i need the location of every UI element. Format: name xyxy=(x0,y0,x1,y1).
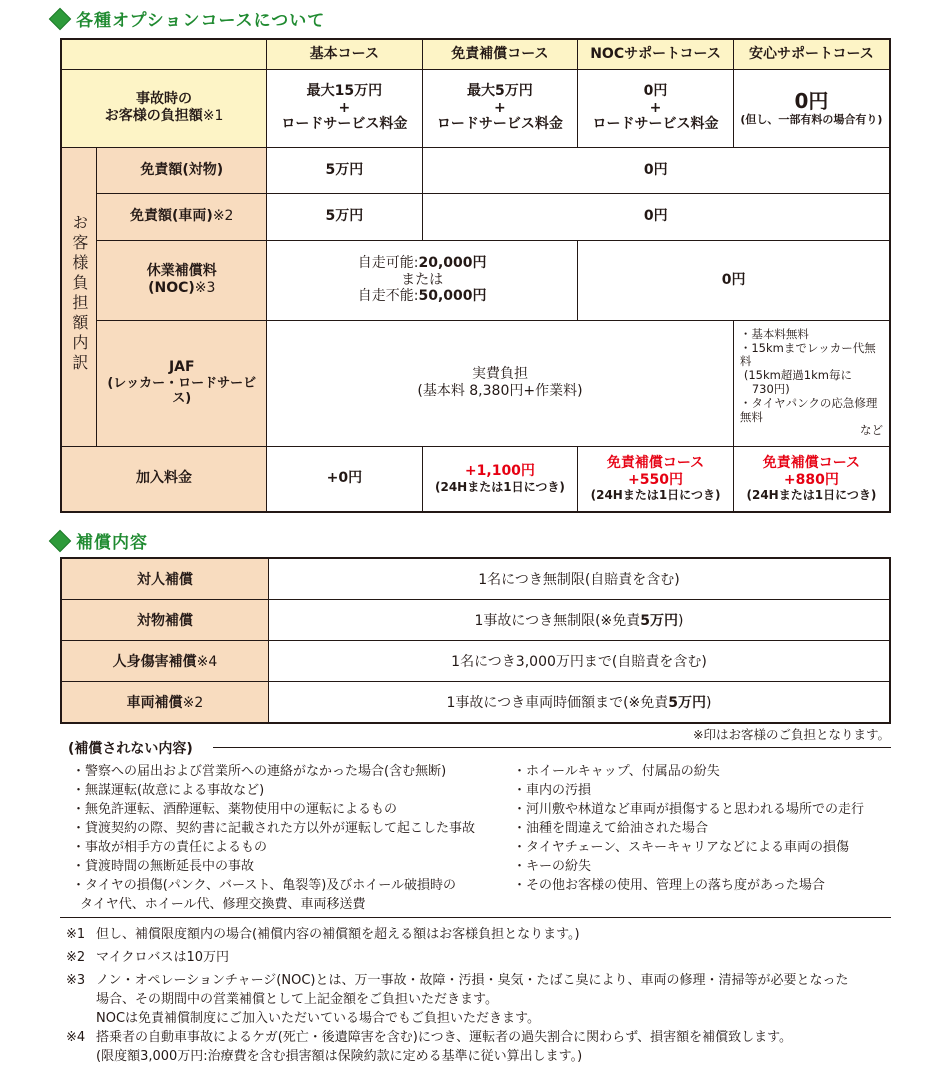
footnote-mark: ※2 xyxy=(66,950,86,965)
table-row xyxy=(61,558,890,600)
kyugyo-others: 0円 xyxy=(578,240,890,320)
compensation-value-text: 1事故につき無制限(※免責 xyxy=(474,613,641,629)
burden-label-line2: お客様の負担額 xyxy=(104,108,203,124)
sharyo-others: 0円 xyxy=(422,193,890,240)
sharyo-label-text: 免責額(車両) xyxy=(130,208,213,225)
jaf-label-line1: JAF xyxy=(168,359,195,375)
burden-anshin-amount: 0円 xyxy=(794,89,829,114)
kyugyo-label-line1: 休業補償料 xyxy=(146,263,217,280)
burden-note: ※印はお客様のご負担となります。 xyxy=(693,727,890,742)
burden-noc-amount: 0円 xyxy=(643,82,668,99)
burden-basic-amount: 最大15万円 xyxy=(306,82,383,99)
burden-anshin-sub: (但し、一部有料の場合有り) xyxy=(740,113,883,127)
taibutsu-basic: 5万円 xyxy=(267,147,423,193)
kyugyo-basic-menseki xyxy=(267,240,578,320)
jaf-label xyxy=(97,320,267,446)
burden-basic-road: ロードサービス料金 xyxy=(281,116,408,133)
burden-basic-cell xyxy=(267,69,423,147)
not-covered-list-right xyxy=(513,762,864,895)
list-item: ・タイヤの損傷(パンク、バースト、亀裂等)及びホイール破損時の xyxy=(72,878,457,893)
list-item: ・河川敷や林道など車両が損傷すると思われる場所での走行 xyxy=(513,802,865,817)
list-item: ・無免許運転、酒酔運転、薬物使用中の運転によるもの xyxy=(72,802,398,817)
table-row xyxy=(61,641,890,682)
fee-label: 加入料金 xyxy=(61,446,267,512)
jaf-main-cell xyxy=(267,320,734,446)
list-item: ・無謀運転(故意による事故など) xyxy=(72,783,265,798)
list-item: ・貸渡契約の際、契約書に記載された方以外が運転して起こした事故 xyxy=(72,821,476,836)
fee-anshin-note: (24Hまたは1日につき) xyxy=(746,488,877,503)
fee-anshin-cell xyxy=(733,446,890,512)
fee-noc-course: 免責補償コース xyxy=(606,454,705,471)
footnote-4 xyxy=(66,1028,906,1047)
burden-label xyxy=(61,69,267,147)
fee-row xyxy=(61,446,890,512)
footnote-text: ノン・オペレーションチャージ(NOC)とは、万一事故・故障・汚損・臭気・たばこ臭により、車両の修理・清掃等が必要となった xyxy=(96,973,849,988)
list-item: ・その他お客様の使用、管理上の落ち度があった場合 xyxy=(513,878,825,893)
jaf-anshin-line: ・15kmまでレッカー代無料 xyxy=(739,340,876,369)
jaf-anshin-line: ・基本料無料 xyxy=(739,326,809,341)
course-menseki-header: 免責補償コース xyxy=(422,39,578,69)
compensation-value-bold: 5万円 xyxy=(668,695,707,711)
compensation-label xyxy=(61,558,269,600)
footnote-mark: ※1 xyxy=(66,927,86,942)
header-blank-cell xyxy=(61,39,267,69)
fee-anshin-course: 免責補償コース xyxy=(762,454,861,471)
footnote-mark: ※3 xyxy=(66,973,86,988)
fee-anshin-value: +880円 xyxy=(783,471,839,488)
fee-menseki-value: +1,100円 xyxy=(464,463,535,480)
jaf-anshin-line: など xyxy=(860,423,883,438)
jaf-anshin-line: ・タイヤパンクの応急修理無料 xyxy=(739,395,878,424)
list-item: ・油種を間違えて給油された場合 xyxy=(513,821,709,836)
sharyo-note-mark: ※2 xyxy=(212,208,234,225)
jaf-anshin-cell xyxy=(733,320,890,446)
compensation-label-text: 対人補償 xyxy=(137,572,193,588)
section-title: 各種オプションコースについて xyxy=(76,11,326,31)
sharyo-row xyxy=(61,193,890,240)
compensation-value-tail: ) xyxy=(678,613,684,629)
fee-basic: +0円 xyxy=(267,446,423,512)
burden-row xyxy=(61,69,890,147)
jaf-anshin-line: (15km超過1km毎に xyxy=(743,368,852,383)
course-basic-header: 基本コース xyxy=(267,39,423,69)
list-item: ・警察への届出および営業所への連絡がなかった場合(含む無断) xyxy=(72,764,447,779)
green-diamond-icon xyxy=(49,7,72,30)
compensation-value-tail: ) xyxy=(706,695,712,711)
burden-noc-cell xyxy=(578,69,734,147)
footnote-mark: ※4 xyxy=(66,1030,86,1045)
section-title: 補償内容 xyxy=(76,533,148,553)
taibutsu-row xyxy=(61,147,890,193)
list-item: タイヤ代、ホイール代、修理交換費、車両移送費 xyxy=(80,897,366,912)
breakdown-label: お客様負担額内訳 xyxy=(69,214,89,375)
kyugyo-label-line2: (NOC) xyxy=(148,280,195,296)
footnote-1 xyxy=(66,925,906,944)
green-diamond-icon xyxy=(49,529,72,552)
burden-anshin-cell xyxy=(733,69,890,147)
kyugyo-note-mark: ※3 xyxy=(194,280,216,296)
table-header-row xyxy=(61,39,890,69)
list-item: ・タイヤチェーン、スキーキャリアなどによる車両の損傷 xyxy=(513,840,850,855)
compensation-label-text: 対物補償 xyxy=(137,613,193,629)
burden-menseki-amount: 最大5万円 xyxy=(467,82,533,99)
compensation-value xyxy=(269,641,891,682)
compensation-note-mark: ※2 xyxy=(182,695,204,711)
list-item: ・事故が相手方の責任によるもの xyxy=(72,840,268,855)
burden-label-line1: 事故時の xyxy=(136,91,193,108)
fee-noc-note: (24Hまたは1日につき) xyxy=(590,488,721,503)
kyugyo-label xyxy=(97,240,267,320)
footnote-text: (限度額3,000万円:治療費を含む損害額は保険約款に定める基準に従い算出します。) xyxy=(96,1049,583,1064)
jaf-main-line2: (基本料 8,380円+作業料) xyxy=(417,383,583,399)
compensation-value xyxy=(269,682,891,724)
section-header-compensation xyxy=(50,528,148,553)
fee-menseki-cell xyxy=(422,446,578,512)
footnote-text: 搭乗者の自動車事故によるケガ(死亡・後遺障害を含む)につき、運転者の過失割合に関わらず、損害額を補償致します。 xyxy=(96,1030,793,1045)
kyugyo-line1-value: 20,000円 xyxy=(418,254,487,271)
not-covered-title: (補償されない内容) xyxy=(68,741,193,757)
compensation-value xyxy=(269,558,891,600)
list-item: ・キーの紛失 xyxy=(513,859,592,874)
kyugyo-line3-prefix: 自走不能: xyxy=(357,288,419,305)
burden-basic-plus: + xyxy=(338,99,351,116)
section-header-options xyxy=(50,6,325,31)
list-item: ・車内の汚損 xyxy=(513,783,592,798)
jaf-row xyxy=(61,320,890,446)
compensation-label xyxy=(61,641,269,682)
kyugyo-line3-value: 50,000円 xyxy=(418,288,487,305)
compensation-value-text: 1名につき3,000万円まで(自賠責を含む) xyxy=(451,654,707,670)
compensation-label xyxy=(61,682,269,724)
compensation-label xyxy=(61,600,269,641)
footnote-text: 場合、その期間中の営業補償として上記金額をご負担いただきます。 xyxy=(96,992,498,1007)
footnote-text: 但し、補償限度額内の場合(補償内容の補償額を超える額はお客様負担となります。) xyxy=(96,927,580,942)
footnotes xyxy=(66,925,906,1066)
burden-note-mark: ※1 xyxy=(202,108,224,124)
compensation-value-text: 1事故につき車両時価額まで(※免責 xyxy=(446,695,669,711)
footnote-text: NOCは免責補償制度にご加入いただいている場合でもご負担いただきます。 xyxy=(96,1011,540,1026)
sharyo-label xyxy=(97,193,267,240)
footnote-divider xyxy=(60,917,891,918)
footnote-2 xyxy=(66,948,906,967)
list-item: ・ホイールキャップ、付属品の紛失 xyxy=(513,764,720,779)
table-row xyxy=(61,600,890,641)
table-row xyxy=(61,682,890,724)
footnote-text: マイクロバスは10万円 xyxy=(96,950,230,965)
footnote-3 xyxy=(66,971,906,990)
burden-menseki-plus: + xyxy=(494,99,506,116)
compensation-label-text: 人身傷害補償 xyxy=(112,654,197,670)
course-noc-header: NOCサポートコース xyxy=(578,39,734,69)
breakdown-label-cell xyxy=(61,147,97,446)
option-course-table xyxy=(60,38,891,513)
not-covered-list-left xyxy=(72,762,475,914)
burden-noc-road: ロードサービス料金 xyxy=(592,116,719,133)
compensation-value-text: 1名につき無制限(自賠責を含む) xyxy=(478,572,680,588)
list-item: ・貸渡時間の無断延長中の事故 xyxy=(72,859,255,874)
compensation-value-bold: 5万円 xyxy=(640,613,679,629)
course-anshin-header: 安心サポートコース xyxy=(733,39,890,69)
compensation-value xyxy=(269,600,891,641)
jaf-anshin-line: 730円) xyxy=(751,382,790,396)
compensation-label-text: 車両補償 xyxy=(126,695,183,711)
fee-noc-cell xyxy=(578,446,734,512)
jaf-main-line1: 実費負担 xyxy=(471,366,528,383)
kyugyo-line1-prefix: 自走可能: xyxy=(357,254,419,271)
kyugyo-row xyxy=(61,240,890,320)
divider-line xyxy=(213,747,891,748)
taibutsu-others: 0円 xyxy=(422,147,890,193)
burden-menseki-road: ロードサービス料金 xyxy=(436,116,563,133)
compensation-table xyxy=(60,557,891,724)
taibutsu-label: 免責額(対物) xyxy=(97,147,267,193)
kyugyo-line2: または xyxy=(401,271,444,288)
fee-noc-value: +550円 xyxy=(628,471,684,488)
jaf-label-line2: (レッカー・ロードサービス) xyxy=(107,375,257,407)
burden-noc-plus: + xyxy=(649,99,662,116)
burden-menseki-cell xyxy=(422,69,578,147)
sharyo-basic: 5万円 xyxy=(267,193,423,240)
compensation-note-mark: ※4 xyxy=(196,654,218,670)
fee-menseki-note: (24Hまたは1日につき) xyxy=(435,479,565,494)
